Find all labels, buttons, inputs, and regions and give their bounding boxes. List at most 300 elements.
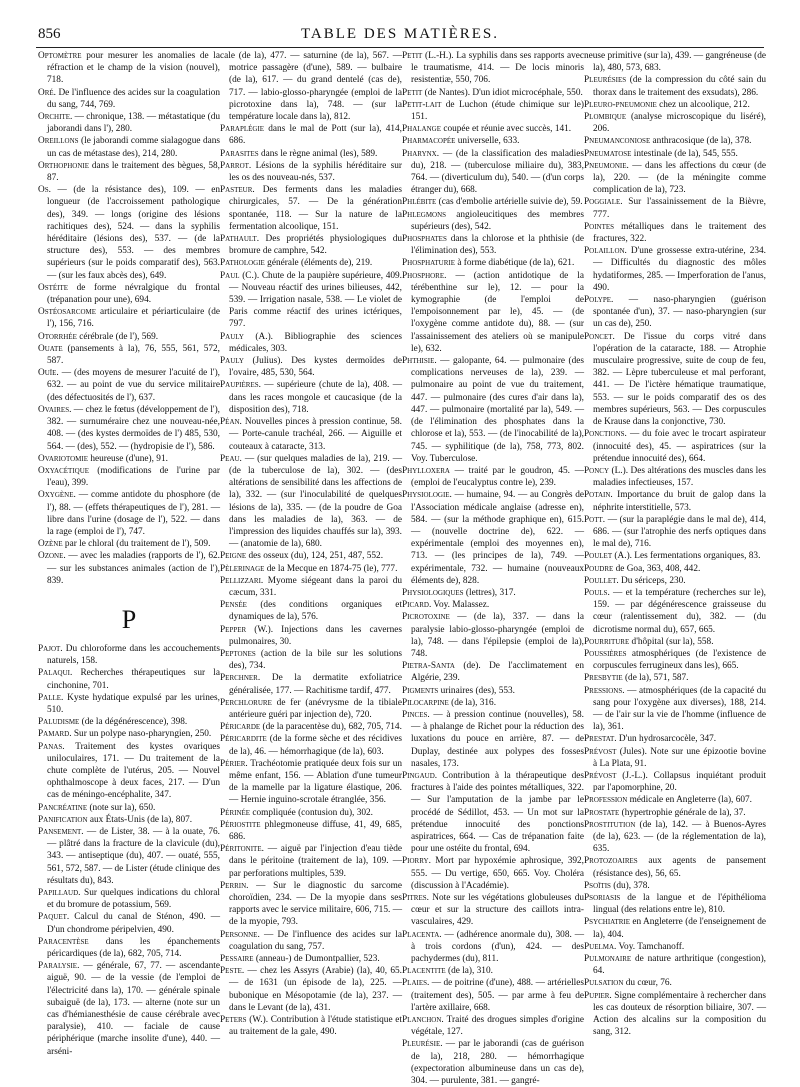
entry-heading: Prévost: [584, 770, 617, 781]
entry-text: pour mesurer les anomalies de la réfraction et le champ de la vision (nouvel), 718.: [47, 51, 220, 86]
entry-heading: Polype.: [584, 295, 614, 306]
index-entry: [38, 936, 220, 960]
entry-text: — Sur le diagnostic du sarcome choroïdien, 234. — De la myopie dans ses rapports avec le service militaire, 606, 715. — de la myopie, 793.: [229, 880, 402, 928]
entry-text: métalliques dans le traitement des fractures, 322.: [593, 221, 766, 245]
entry-text: (Jules). Note sur une épizootie bovine à La Plata, 91.: [593, 746, 766, 769]
entry-text: Sur quelques indications du chloral et du bromure de potassium, 569.: [47, 888, 220, 911]
entry-heading: Pouls.: [584, 587, 610, 598]
index-entry: [220, 965, 402, 1014]
entry-heading: Plaies.: [402, 978, 430, 989]
entry-text: — et la température (recherches sur le), 159. — par dégénérescence graisseuse du cœur (ralentissement du), 382. — (du dicrotisme normal du), 657, 665.: [593, 587, 766, 635]
index-entry: [38, 465, 220, 489]
entry-heading: Papillaud.: [38, 888, 81, 898]
entry-heading: Peau.: [220, 453, 242, 464]
entry-heading: Oré.: [38, 87, 56, 98]
entry-text: — (sur la paraplégie dans le mal de), 414, 686. — (sur l'atrophie des nerfs optiques dans le mal de), 716.: [593, 514, 766, 550]
entry-text: (de la paracentèse du), 682, 705, 714.: [260, 722, 402, 733]
entry-heading: Pourriture: [584, 636, 630, 647]
entry-heading: Profession: [584, 795, 628, 806]
index-entry: [584, 892, 766, 916]
entry-heading: Phlébite: [402, 197, 437, 208]
entry-heading: Pressions.: [584, 685, 625, 696]
index-entry: [220, 270, 402, 331]
entry-heading: Pingaud.: [402, 770, 438, 781]
entry-text: — supérieure (chute de la), 408. — dans les races mongole et caucasique (de la disposition des), 718.: [229, 380, 402, 415]
index-entry: [402, 660, 584, 684]
index-entry: [584, 746, 766, 770]
entry-text: Lésions de la syphilis héréditaire sur les os des nouveau-nés, 537.: [229, 160, 402, 184]
entry-heading: Pauly: [220, 356, 244, 367]
entry-text: (de Nantes). D'un idiot microcéphale, 550.: [422, 87, 583, 98]
entry-text: — atmosphériques (de la capacité du sang pour l'oxygène aux diverses), 188, 214. — de l'air sur la vie de l'homme (influence de la), 361.: [593, 685, 766, 733]
entry-text: Nouvelles pinces à pression continue, 58. — Porte-canule trachéal, 266. — Aiguille et couteaux à cataracte, 313.: [229, 417, 402, 452]
entry-text: — par le jaborandi (cas de guérison de la), 218, 280. — hémorrhagique (expectoration albumineuse dans un cas de), 304. — purulente, 381. — gangré-: [411, 1039, 584, 1087]
index-entry: [584, 428, 766, 465]
entry-text: (J.-L.). Collapsus inquiétant produit par l'apomorphine, 20.: [593, 770, 766, 794]
index-entry: [584, 807, 766, 819]
entry-text: — humaine, 94. — au Congrès de l'Association médicale anglaise (adresse en), 584. — (sur la méthode graphique en), 615. — (nouvelle doctrine de), 622. — expérimentale (emploi des moyennes en), 713. — (les principes de la), 749. — expérimentale, 732. — humaine (nouveaux éléments de), 828.: [411, 490, 584, 586]
entry-heading: Pharmacopée: [402, 136, 456, 147]
entry-heading: Puelma.: [584, 941, 617, 952]
index-entry: [38, 111, 220, 135]
entry-text: (L.-H.). La syphilis dans ses rapports avec le traumatisme, 414. — De locis minoris resistentiæ, 550, 706.: [411, 51, 584, 86]
entry-heading: Oxyacétique: [38, 465, 90, 476]
index-entry: [402, 270, 584, 355]
index-entry: [584, 331, 766, 429]
entry-heading: Pamard.: [38, 729, 72, 740]
index-entry: [584, 636, 766, 648]
index-entry: [584, 99, 766, 111]
entry-text: (modifications de l'urine par l'eau), 399.: [47, 465, 220, 489]
entry-heading: Oxygène.: [38, 490, 76, 501]
index-entry: [584, 990, 766, 1039]
entry-heading: Psychiatrie: [584, 917, 631, 928]
entry-text: universelle, 633.: [455, 136, 520, 147]
index-entry: [402, 148, 584, 197]
entry-heading: Pasteur.: [220, 185, 255, 196]
index-entry: [38, 367, 220, 404]
entry-heading: Prestat.: [584, 734, 617, 745]
entry-heading: Phosphore.: [402, 270, 447, 281]
entry-text: — chez le fœtus (développement de l'), 382. — surnuméraire chez une nouveau-née, 408. — (des kystes dermoïdes de l') 485, 530, 564. — (des), 552. — (hydropisie de l'), 586.: [47, 404, 220, 452]
index-entry: [402, 977, 584, 1014]
page-number: 856: [38, 26, 61, 42]
entry-text: Mort par hypoxémie aphrosique, 392, 555. — Du vertige, 650, 665. Voy. Choléra (discussion à l'Académie).: [411, 856, 584, 891]
index-entry: [584, 489, 766, 513]
entry-heading: Pietra-Santa: [402, 661, 455, 672]
entry-heading: Placenta.: [402, 929, 442, 940]
entry-text: de la Mecque en 1874-75 (le), 777.: [264, 563, 398, 574]
entry-text: cale (de la), 477. — saturnine (de la), 567. — motrice passagère (d'une), 589. — bulbaire (de la), 617. — du grand dentelé (cas de), 717. — labio-glosso-pharyngée (emploi de la picrotoxine dans la), 748. — (sur la température locale dans la), 812.: [220, 51, 402, 123]
entry-text: anthracosique (de la), 378.: [650, 136, 752, 147]
index-entry: [38, 50, 220, 87]
entry-heading: Ozène: [38, 539, 63, 550]
index-entry: [220, 733, 402, 757]
entry-heading: Panification: [38, 814, 88, 825]
index-entry: [220, 672, 402, 696]
entry-text: — chronique, 138. — métastatique (du jaborandi dans l'), 280.: [47, 112, 221, 135]
index-entry: [220, 550, 402, 562]
entry-text: (de la), 316.: [448, 697, 497, 708]
entry-text: (de la), 142. — à Buenos-Ayres (de la), 623. — (de la réglementation de la), 635.: [593, 819, 766, 855]
index-entry: [584, 111, 766, 135]
index-entry: [402, 209, 584, 233]
entry-text: (lettres), 317.: [463, 587, 516, 598]
entry-heading: Ostéosarcome: [38, 307, 97, 318]
entry-heading: Pneumatose: [584, 148, 632, 159]
entry-heading: Oreillons: [38, 136, 79, 147]
entry-text: — avec les maladies (rapports de l'), 62. — sur les substances animales (action de l'), 839.: [47, 551, 220, 586]
entry-heading: Psoriasis: [584, 893, 621, 904]
index-entry: [220, 184, 402, 233]
index-entry: [220, 355, 402, 379]
entry-text: De l'influence des acides sur la coagulation du sang, 744, 769.: [47, 87, 220, 110]
entry-text: — de poitrine (d'une), 488. — artérielles (traitement des), 505. — par arme à feu de l'artère axillaire, 668.: [411, 978, 584, 1013]
index-column-1: [38, 50, 220, 1080]
entry-text: dans le mal de Pott (sur la), 414, 686.: [229, 124, 402, 147]
index-entry: [38, 331, 220, 343]
entry-heading: Pitres.: [402, 893, 429, 904]
entry-text: neuse primitive (sur la), 439. — gangréneuse (de la), 480, 573, 683.: [584, 51, 767, 74]
index-entry: [402, 770, 584, 855]
entry-heading: Paralysie.: [38, 961, 80, 972]
entry-heading: Poulet: [584, 551, 613, 562]
entry-heading: Presbytie: [584, 673, 623, 684]
index-entry: [402, 929, 584, 966]
index-entry: [38, 184, 220, 282]
entry-heading: Périostite: [220, 819, 261, 830]
entry-heading: Prostate: [584, 807, 620, 818]
entry-text: (anneau-) de Dumontpallier, 523.: [253, 954, 380, 965]
entry-text: médicale en Angleterre (la), 607.: [627, 795, 752, 806]
index-entry: [38, 160, 220, 184]
entry-heading: Polaillon.: [584, 246, 627, 257]
entry-heading: Pulsation: [584, 978, 624, 989]
entry-text: de la langue et de l'épithélioma lingual (des relations entre le), 810.: [593, 893, 766, 916]
entry-text: D'un hydrosarcocèle, 347.: [616, 734, 717, 745]
entry-heading: Psoïtis: [584, 880, 611, 891]
entry-text: — (des moyens de mesurer l'acuité de l'), 632. — au point de vue du service militaire (des défectuosités de l'), 637.: [47, 368, 220, 403]
entry-text: chez un alcoolique, 212.: [656, 99, 750, 110]
index-entry: [584, 148, 766, 160]
entry-heading: Pancréatine: [38, 802, 88, 813]
index-entry: [584, 550, 766, 562]
entry-heading: Poncet.: [584, 331, 615, 342]
entry-text: du cœur, 76.: [623, 978, 672, 989]
index-entry: [402, 87, 584, 99]
entry-text: de nature arthritique (congestion), 64.: [593, 954, 766, 977]
entry-heading: Picrotoxine: [402, 612, 450, 623]
index-entry: [220, 721, 402, 733]
entry-text: — chez les Assyrs (Arabie) (la), 40, 65. — de 1631 (un épisode de la), 225. — bubonique en Mésopotamie (de la), 237. — dans le Levant (de la), 431.: [229, 966, 402, 1013]
entry-heading: Pneumonie.: [584, 160, 629, 171]
entry-heading: Poussières: [584, 648, 627, 659]
entry-text: (C.). Chute de la paupière supérieure, 409. — Nouveau réactif des urines bilieuses, 442, 539. — Irrigation nasale, 538. — Le violet de Paris comme réactif des urines ictériques, 797.: [229, 270, 402, 330]
index-entry: [220, 929, 402, 953]
entry-heading: Phalange: [402, 124, 441, 135]
index-entry: [38, 826, 220, 887]
entry-heading: Pathault.: [220, 234, 260, 245]
index-entry: [584, 160, 766, 197]
index-entry: [402, 709, 584, 770]
index-entry: [402, 685, 584, 697]
entry-text: (Julius). Des kystes dermoïdes de l'ovaire, 485, 530, 564.: [229, 356, 402, 379]
entry-heading: Périnée: [220, 807, 251, 818]
index-entry: [38, 814, 220, 826]
index-entry: [220, 123, 402, 147]
entry-heading: Pulmonaire: [584, 954, 632, 965]
entry-heading: Phlegmons: [402, 209, 447, 220]
entry-heading: Pensée: [220, 600, 247, 611]
index-entry: [220, 416, 402, 453]
entry-heading: Petit: [402, 87, 423, 98]
entry-heading: Ouate: [38, 343, 63, 354]
entry-heading: Paul: [220, 270, 240, 281]
index-entry: [584, 135, 766, 147]
section-letter: P: [121, 604, 137, 634]
entry-text: — (de la résistance des), 109. — en longueur (de l'accroissement pathologique des), 349. — longs (origine des lésions rachitiques des), 524. — dans la syphilis héréditaire (lésions des), 537. — (de la structure des), 553. — des membres supérieurs (sur le poids comparatif des), 563. — (sur les faux abcès des), 649.: [47, 185, 220, 281]
entry-text: (de). De l'acclimatement en Algérie, 239.: [411, 661, 584, 684]
entry-heading: Palle.: [38, 692, 64, 703]
entry-heading: Pleurésie.: [402, 1039, 443, 1050]
index-entry: [38, 887, 220, 911]
entry-heading: Ovariotomie: [38, 453, 89, 464]
entry-text: (de la), 310.: [445, 966, 493, 977]
entry-heading: Phylloxera: [402, 465, 450, 476]
entry-text: d'hôpital (sur la), 558.: [629, 636, 714, 647]
entry-heading: Poullet.: [584, 575, 619, 586]
entry-heading: Parasites: [220, 148, 259, 159]
entry-text: Du sériceps, 230.: [618, 575, 686, 586]
index-entry: [220, 233, 402, 257]
entry-text: Des ferments dans les maladies chirurgicales, 57. — De la génération spontanée, 118. — Sur la nature de la fermentation alcoolique, 151.: [229, 185, 402, 232]
entry-text: (L.). Des altérations des muscles dans les maladies infectieuses, 157.: [593, 465, 766, 489]
index-entry: [402, 489, 584, 587]
entry-heading: Parrot.: [220, 160, 252, 171]
entry-text: — (de la), 337. — dans la paralysie labio-glosso-pharyngée (emploi de la), 748. — dans l'épilepsie (emploi de la), 748.: [411, 612, 584, 659]
entry-heading: Poggiale.: [584, 197, 623, 208]
index-entry: [584, 74, 766, 98]
index-entry: [402, 611, 584, 660]
entry-heading: Pigments: [402, 685, 439, 696]
index-entry: [402, 1038, 584, 1087]
index-entry: [38, 550, 220, 587]
entry-heading: Ponctions.: [584, 429, 627, 440]
index-column-3: [402, 50, 584, 1087]
entry-text: — générale, 67, 77. — ascendante aiguë, 90. — de la vessie (de l'emploi de l'électricité dans la), 170. — générale spinale subaiguë (de la), 173. — alterne (note sur un cas d'hémianesthésie de cause cérébrale avec paralysie), 410. — faciale de cause périphérique (marche insolite d'une), 440. — arséni-: [47, 961, 220, 1057]
index-entry: [584, 672, 766, 684]
index-entry: [220, 563, 402, 575]
index-entry: [402, 257, 584, 269]
entry-heading: Pèlerinage: [220, 563, 265, 574]
entry-heading: Picard.: [402, 600, 432, 611]
entry-heading: Paraplégie: [220, 124, 265, 135]
entry-text: Note sur les végétations globuleuses du cœur et sur la structure des caillots intra-vasculaires, 429.: [411, 893, 584, 928]
entry-heading: Phthisie.: [402, 356, 437, 367]
entry-heading: Panas.: [38, 741, 65, 752]
entry-heading: Placentite: [402, 966, 446, 977]
index-entry: [584, 563, 766, 575]
entry-text: (A.). Les fermentations organiques, 83.: [612, 551, 761, 562]
entry-text: phlegmoneuse diffuse, 41, 49, 685, 686.: [229, 819, 402, 842]
entry-text: Contribution à la thérapeutique des fractures à l'aide des pointes métalliques, 322. — Sur l'amputation de la jambe par le procédé de Sédillot, 453. — Un mot sur la prétendue innocuité des ponctions aspiratrices, 664. — Cas de trépanation faite pour une ostéite du frontal, 694.: [411, 770, 584, 855]
entry-text: — De l'influence des acides sur la coagulation du sang, 757.: [229, 929, 402, 952]
entry-heading: Pessaire: [220, 954, 254, 965]
entry-heading: Paupières.: [220, 380, 261, 391]
index-entry: [220, 50, 402, 123]
index-entry: [402, 892, 584, 929]
entry-heading: Ostéite: [38, 282, 69, 293]
entry-text: aux agents de pansement (résistance des), 56, 65.: [593, 856, 766, 879]
index-entry: [38, 404, 220, 453]
entry-text: (W.). Injections dans les cavernes pulmonaires, 30.: [229, 624, 402, 647]
entry-heading: Physiologiques: [402, 587, 464, 598]
entry-heading: Phosphates: [402, 234, 447, 245]
entry-heading: Pauly: [220, 331, 244, 342]
index-entry: [38, 716, 220, 728]
entry-text: dans le règne animal (les), 589.: [258, 148, 378, 159]
index-entry: [402, 855, 584, 892]
index-entry: [38, 489, 220, 538]
index-entry: [220, 379, 402, 416]
index-columns: [38, 50, 767, 1087]
index-entry: [220, 160, 402, 184]
index-entry: [584, 648, 766, 672]
page-title: TABLE DES MATIÈRES.: [300, 26, 500, 42]
index-entry: [220, 648, 402, 672]
index-entry: [38, 306, 220, 330]
entry-text: (du), 378.: [610, 880, 650, 891]
entry-text: Traitement des kystes ovariques uniloculaires, 171. — Du traitement de la chute complète de l'utérus, 205. — Nouvel ophthalmoscope à deux faces, 217. — D'un cas de méningo-encéphalite, 347.: [47, 741, 220, 801]
page-header: [38, 26, 762, 46]
index-entry: [402, 965, 584, 977]
entry-text: Importance du bruit de galop dans la néphrite interstitielle, 573.: [593, 490, 766, 513]
entry-text: De la dermatite exfoliatrice généralisée, 177. — Rachitisme tardif, 477.: [229, 673, 402, 696]
entry-heading: Planchon.: [402, 1015, 444, 1026]
entry-text: dans le traitement des bègues, 58, 87.: [47, 160, 220, 184]
entry-text: cérébrale (de l'), 569.: [76, 331, 159, 342]
entry-text: aux États-Unis (de la), 807.: [87, 814, 193, 825]
entry-heading: Pellizzari.: [220, 575, 264, 586]
index-entry: [402, 355, 584, 465]
index-entry: [38, 538, 220, 550]
entry-heading: Ouïe.: [38, 368, 59, 379]
entry-text: (cas d'embolie artérielle suivie de), 59.: [436, 197, 583, 208]
entry-heading: Péan.: [220, 417, 242, 428]
entry-heading: Poncy: [584, 465, 610, 476]
index-entry: [220, 599, 402, 623]
entry-text: (le jaborandi comme sialagogue dans un cas de métastase des), 214, 280.: [47, 136, 220, 159]
entry-heading: Petit-lait: [402, 99, 442, 110]
entry-heading: Peters: [220, 1015, 247, 1026]
entry-text: Signe complémentaire à rechercher dans les cas douteux de résorption biliaire, 307. — Action des alcalins sur la composition du sang, 312.: [593, 990, 766, 1038]
index-entry: [220, 953, 402, 965]
entry-heading: Personne.: [220, 929, 260, 940]
index-entry: [402, 599, 584, 611]
index-entry: [584, 880, 766, 892]
index-entry: [402, 99, 584, 123]
entry-heading: Périer.: [220, 758, 248, 769]
index-entry: [220, 697, 402, 721]
entry-text: — comme antidote du phosphore (de l'), 88. — (effets thérapeutiques de l'), 281. — libre dans l'urine (dosage de l'), 522. — dans la rage (emploi de l'), 747.: [47, 490, 220, 537]
entry-text: des osseux (du), 124, 251, 487, 552.: [246, 551, 384, 562]
entry-text: (de la forme sèche et des récidives de la), 46. — hémorrhagique (de la), 603.: [229, 734, 402, 757]
entry-heading: Potain.: [584, 490, 613, 501]
index-entry: [584, 575, 766, 587]
entry-heading: Paracentèse: [38, 936, 89, 947]
entry-heading: Plombique: [584, 112, 627, 123]
entry-heading: Peigne: [220, 551, 247, 562]
entry-heading: Piorry.: [402, 856, 431, 867]
index-entry: [38, 643, 220, 667]
entry-heading: Phosphaturie: [402, 258, 456, 269]
header-rule: [36, 47, 764, 48]
entry-text: (des conditions organiques et dynamiques de la), 576.: [229, 600, 402, 623]
entry-heading: Pilocarpine: [402, 697, 449, 708]
index-entry: [38, 453, 220, 465]
index-entry: [584, 221, 766, 245]
index-entry: [38, 741, 220, 802]
index-entry: [584, 50, 766, 74]
entry-text: Recherches thérapeutiques sur la cinchonine, 701.: [47, 668, 220, 691]
index-entry: [584, 685, 766, 734]
entry-heading: Physiologie.: [402, 490, 452, 501]
entry-heading: Pharynx.: [402, 148, 440, 159]
index-entry: [220, 453, 402, 551]
index-entry: [584, 941, 766, 953]
entry-text: générale (éléments de), 219.: [264, 258, 373, 269]
entry-heading: Palaqui.: [38, 668, 73, 679]
index-entry: [584, 855, 766, 879]
index-entry: [220, 624, 402, 648]
index-entry: [38, 911, 220, 935]
entry-text: (note sur la), 650.: [87, 802, 156, 813]
index-entry: [584, 294, 766, 331]
index-entry: [38, 728, 220, 740]
entry-text: Voy. Malassez.: [431, 600, 490, 611]
entry-heading: Orthophonie: [38, 160, 90, 171]
entry-text: — (action antidotique de la térébenthine sur le), 12. — pour la kymographie (de l'emploi de l'empoisonnement par le), 45. — (de l'oxygène comme antidote du), 88. — (sur l'assainissement des ateliers où se manipule le), 632.: [411, 270, 584, 354]
index-entry: [584, 587, 766, 636]
entry-heading: Pajot.: [38, 643, 63, 654]
index-entry: [38, 87, 220, 111]
entry-heading: Péricardite: [220, 734, 267, 745]
index-entry: [402, 233, 584, 257]
entry-heading: Orchite.: [38, 112, 73, 123]
entry-heading: Peptones: [220, 648, 256, 659]
entry-text: de fer (anévrysme de la tibiale antérieure guéri par injection de), 720.: [229, 697, 402, 720]
entry-heading: Pleuro-pneumonie: [584, 99, 657, 110]
entry-text: heureuse (d'une), 91.: [88, 453, 168, 464]
index-entry: [220, 843, 402, 880]
entry-text: — (de la classification des maladies du), 218. — (tuberculose miliaire du), 383, 764. — (diverticulum du), 540. — (d'un corps étranger du), 668.: [411, 148, 584, 196]
index-entry: [220, 148, 402, 160]
entry-text: (W.). Contribution à l'étude statistique et au traitement de la gale, 490.: [229, 1015, 402, 1038]
entry-heading: Prévost: [584, 746, 617, 757]
index-entry: [402, 697, 584, 709]
entry-heading: Poudre: [584, 563, 614, 574]
entry-heading: Prostitution: [584, 819, 636, 830]
index-entry: [584, 733, 766, 745]
entry-heading: Petit: [402, 51, 423, 61]
entry-text: Kyste hydatique expulsé par les urines, 510.: [47, 692, 220, 715]
entry-heading: Pansement.: [38, 826, 84, 837]
entry-text: (hypertrophie générale de la), 37.: [619, 807, 746, 818]
index-entry: [584, 977, 766, 989]
index-entry: [220, 819, 402, 843]
index-entry: [402, 196, 584, 208]
entry-text: — naso-pharyngien (guérison spontanée d'un), 37. — naso-pharyngien (sur un cas de), 250.: [593, 295, 766, 330]
